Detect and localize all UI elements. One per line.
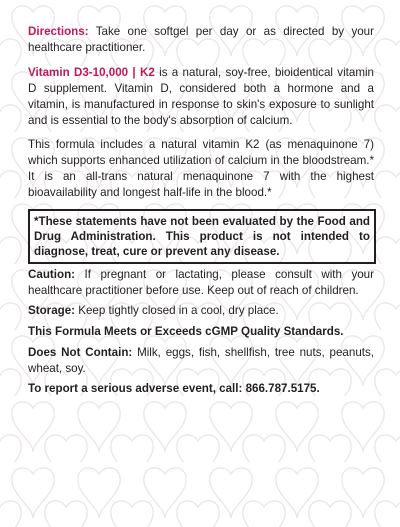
product-intro-text: is a natural, soy-free, bioidentical vitamin D supplement. Vitamin D, considered both a hormone and a vitamin, is manufactured in response to skin's exposure to sunlight and is essential to the body's absorption of calcium. [28,66,374,127]
does-not-contain-text: Milk, eggs, fish, shellfish, tree nuts, peanuts, wheat, soy. [28,346,375,375]
formula-paragraph: This formula includes a natural vitamin K2 (as menaquinone 7) which supports enhanced utilization of calcium in the bloodstream.* It is an all-trans natural menaquinone 7 with the highest bioavailability and longest half-life in the blood.* [28,138,374,199]
directions-text: Take one softgel per day or as directed by your healthcare practitioner. [28,25,374,54]
fda-disclaimer-box [28,209,376,264]
product-intro-paragraph [28,65,374,129]
directions-heading: Directions: [28,25,89,38]
caution-heading: Caution: [28,268,76,281]
cgmp-statement: This Formula Meets or Exceeds cGMP Quality Standards. [28,325,344,338]
fda-disclaimer-text: *These statements have not been evaluated by the Food and Drug Administration. This product is not intended to diagnose, treat, cure or prevent any disease. [34,215,370,258]
caution-text: If pregnant or lactating, please consult with your healthcare practitioner before use. Keep out of reach of children. [28,268,374,297]
product-name: Vitamin D3-10,000 | K2 [28,66,155,79]
adverse-event-report-statement: To report a serious adverse event, call: 866.787.5175. [28,382,320,395]
storage-paragraph [28,303,374,319]
storage-text: Keep tightly closed in a cool, dry place. [75,304,279,317]
does-not-contain-paragraph [28,345,374,377]
storage-heading: Storage: [28,304,76,317]
caution-paragraph [28,267,374,299]
directions-paragraph [28,24,374,56]
does-not-contain-heading: Does Not Contain: [28,346,133,359]
